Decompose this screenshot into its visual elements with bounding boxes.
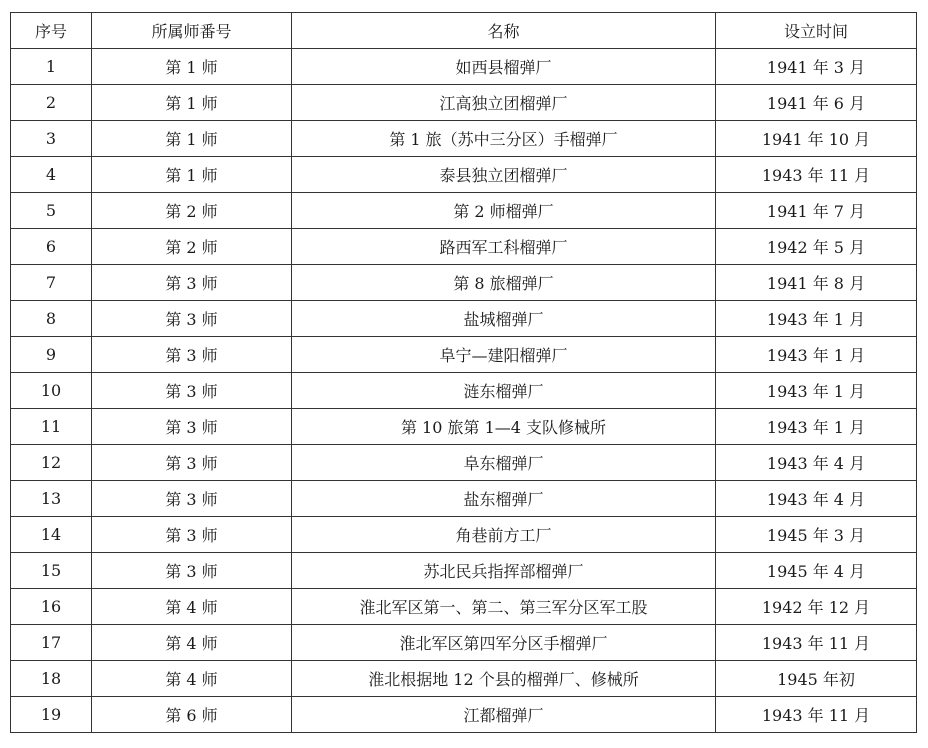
cell-division-number: 第 1 师 [92, 157, 292, 193]
table-row [11, 625, 917, 661]
table-row [11, 373, 917, 409]
cell-serial-number: 19 [11, 697, 92, 733]
cell-established-date: 1941 年 3 月 [716, 49, 917, 85]
table-row [11, 445, 917, 481]
cell-division-number: 第 4 师 [92, 625, 292, 661]
table-row [11, 337, 917, 373]
cell-established-date: 1941 年 7 月 [716, 193, 917, 229]
cell-serial-number: 11 [11, 409, 92, 445]
table-row [11, 481, 917, 517]
cell-name: 角巷前方工厂 [292, 517, 716, 553]
cell-name: 第 1 旅（苏中三分区）手榴弹厂 [292, 121, 716, 157]
cell-serial-number: 7 [11, 265, 92, 301]
header-division-number: 所属师番号 [92, 13, 292, 49]
cell-established-date: 1943 年 11 月 [716, 157, 917, 193]
cell-division-number: 第 3 师 [92, 337, 292, 373]
cell-name: 江高独立团榴弹厂 [292, 85, 716, 121]
cell-serial-number: 1 [11, 49, 92, 85]
cell-established-date: 1943 年 4 月 [716, 481, 917, 517]
cell-serial-number: 5 [11, 193, 92, 229]
cell-established-date: 1943 年 1 月 [716, 337, 917, 373]
table-row [11, 409, 917, 445]
cell-division-number: 第 3 师 [92, 409, 292, 445]
cell-established-date: 1941 年 8 月 [716, 265, 917, 301]
cell-name: 涟东榴弹厂 [292, 373, 716, 409]
cell-established-date: 1942 年 5 月 [716, 229, 917, 265]
cell-name: 路西军工科榴弹厂 [292, 229, 716, 265]
cell-established-date: 1943 年 11 月 [716, 697, 917, 733]
cell-name: 盐城榴弹厂 [292, 301, 716, 337]
cell-name: 阜东榴弹厂 [292, 445, 716, 481]
cell-division-number: 第 2 师 [92, 229, 292, 265]
cell-serial-number: 15 [11, 553, 92, 589]
table-row [11, 121, 917, 157]
cell-established-date: 1941 年 10 月 [716, 121, 917, 157]
table-row [11, 589, 917, 625]
header-established-date: 设立时间 [716, 13, 917, 49]
cell-division-number: 第 3 师 [92, 301, 292, 337]
table-row [11, 553, 917, 589]
cell-name: 如西县榴弹厂 [292, 49, 716, 85]
table-row [11, 85, 917, 121]
cell-serial-number: 4 [11, 157, 92, 193]
cell-division-number: 第 3 师 [92, 373, 292, 409]
cell-established-date: 1943 年 1 月 [716, 409, 917, 445]
cell-serial-number: 18 [11, 661, 92, 697]
cell-name: 阜宁—建阳榴弹厂 [292, 337, 716, 373]
table-row [11, 301, 917, 337]
table-row [11, 661, 917, 697]
cell-established-date: 1945 年 3 月 [716, 517, 917, 553]
table-row [11, 49, 917, 85]
cell-name: 淮北根据地 12 个县的榴弹厂、修械所 [292, 661, 716, 697]
cell-name: 淮北军区第四军分区手榴弹厂 [292, 625, 716, 661]
table-row [11, 517, 917, 553]
cell-division-number: 第 3 师 [92, 553, 292, 589]
cell-established-date: 1943 年 11 月 [716, 625, 917, 661]
cell-established-date: 1942 年 12 月 [716, 589, 917, 625]
cell-name: 盐东榴弹厂 [292, 481, 716, 517]
cell-division-number: 第 3 师 [92, 445, 292, 481]
cell-serial-number: 3 [11, 121, 92, 157]
cell-division-number: 第 4 师 [92, 589, 292, 625]
header-serial-number: 序号 [11, 13, 92, 49]
table-row [11, 229, 917, 265]
cell-serial-number: 6 [11, 229, 92, 265]
table-row [11, 193, 917, 229]
cell-established-date: 1941 年 6 月 [716, 85, 917, 121]
cell-name: 第 8 旅榴弹厂 [292, 265, 716, 301]
cell-division-number: 第 3 师 [92, 265, 292, 301]
cell-division-number: 第 1 师 [92, 85, 292, 121]
grenade-factory-table-container [10, 12, 916, 733]
cell-serial-number: 13 [11, 481, 92, 517]
grenade-factory-table [10, 12, 917, 733]
cell-serial-number: 14 [11, 517, 92, 553]
cell-division-number: 第 2 师 [92, 193, 292, 229]
table-header-row [11, 13, 917, 49]
cell-name: 淮北军区第一、第二、第三军分区军工股 [292, 589, 716, 625]
cell-serial-number: 12 [11, 445, 92, 481]
cell-name: 苏北民兵指挥部榴弹厂 [292, 553, 716, 589]
header-name: 名称 [292, 13, 716, 49]
cell-division-number: 第 1 师 [92, 49, 292, 85]
cell-serial-number: 2 [11, 85, 92, 121]
cell-division-number: 第 3 师 [92, 517, 292, 553]
cell-division-number: 第 3 师 [92, 481, 292, 517]
cell-name: 江都榴弹厂 [292, 697, 716, 733]
cell-name: 第 10 旅第 1—4 支队修械所 [292, 409, 716, 445]
table-row [11, 265, 917, 301]
cell-established-date: 1945 年初 [716, 661, 917, 697]
table-row [11, 697, 917, 733]
table-body [11, 49, 917, 733]
cell-division-number: 第 4 师 [92, 661, 292, 697]
table-row [11, 157, 917, 193]
cell-division-number: 第 6 师 [92, 697, 292, 733]
cell-serial-number: 9 [11, 337, 92, 373]
cell-serial-number: 17 [11, 625, 92, 661]
cell-established-date: 1943 年 1 月 [716, 301, 917, 337]
cell-serial-number: 16 [11, 589, 92, 625]
cell-serial-number: 8 [11, 301, 92, 337]
cell-established-date: 1945 年 4 月 [716, 553, 917, 589]
cell-established-date: 1943 年 4 月 [716, 445, 917, 481]
cell-name: 第 2 师榴弹厂 [292, 193, 716, 229]
cell-established-date: 1943 年 1 月 [716, 373, 917, 409]
cell-serial-number: 10 [11, 373, 92, 409]
cell-name: 泰县独立团榴弹厂 [292, 157, 716, 193]
cell-division-number: 第 1 师 [92, 121, 292, 157]
